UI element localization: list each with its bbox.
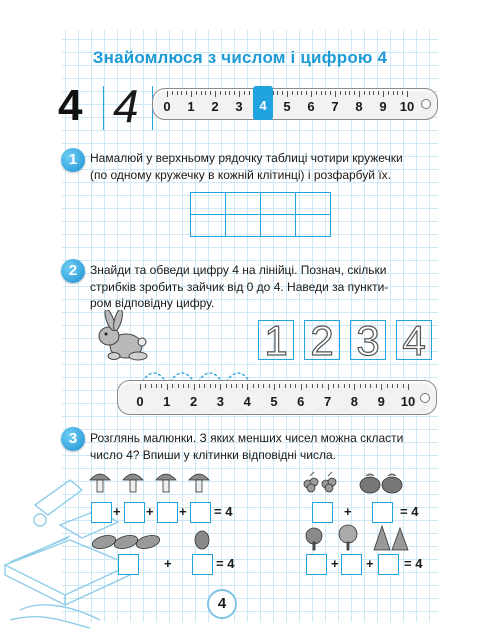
ruler-tick [340,91,341,95]
ruler-tick [378,91,379,95]
answer-box[interactable] [124,502,145,523]
task-1-line-2: (по одному кружечку в кожній клітинці) і розфарбуй їх. [90,167,391,182]
ruler-tick [277,91,278,95]
printed-digit: 4 [58,81,83,130]
ruler-tick [215,384,216,388]
cones-picture [92,528,222,552]
answer-box[interactable] [91,502,112,523]
ruler-tick [316,91,317,95]
table-cell[interactable] [261,215,296,237]
table-cell[interactable] [296,193,331,215]
ruler-tick [191,91,192,97]
ruler-tick [258,384,259,388]
ruler-tick [354,91,355,95]
ruler-tick [330,91,331,95]
ruler-tick [301,91,302,95]
ruler-number: 9 [379,99,387,114]
task-3-line-1: Розглянь малюнки. З яких менших чисел можна скласти [90,431,404,445]
ruler-tick [365,384,366,388]
answer-box[interactable] [306,554,327,575]
ruler-tick [344,384,345,388]
ruler-tick [349,384,350,388]
ruler-tick [282,91,283,95]
written-digit: 4 [113,80,139,132]
ruler-tick [151,384,152,388]
table-cell[interactable] [296,215,331,237]
ruler-tick [388,91,389,95]
task-1-text [90,150,440,183]
page-title: Знайомлюся з числом і цифрою 4 [92,48,388,67]
ruler-number: 0 [136,394,144,409]
ruler-tick [177,91,178,95]
ruler-hole-icon [420,393,430,403]
ruler-number: 4 [253,86,273,120]
answer-box[interactable] [190,502,211,523]
ruler-number: 0 [163,99,171,114]
bunny-illustration [92,310,154,368]
ruler-tick [297,91,298,95]
ruler-tick [335,91,336,97]
ruler-number: 9 [377,394,385,409]
berries-picture [300,468,410,496]
ruler-tick [247,384,248,390]
equals-result: = 4 [214,504,233,519]
ruler-tick [397,91,398,95]
trace-box-4[interactable] [396,317,432,364]
answer-box[interactable] [372,502,393,523]
ruler-tick [178,384,179,388]
ruler-number: 6 [307,99,315,114]
table-cell[interactable] [226,215,261,237]
ruler-tick [196,91,197,95]
ruler-tick [242,384,243,388]
ruler-tick [181,91,182,95]
ruler-tick [407,91,408,97]
page-number: 4 [207,589,237,619]
answer-box[interactable] [118,554,139,575]
task-1-line-1: Намалюй у верхньому рядочку таблиці чотири кружечки [90,151,403,165]
ruler-number: 8 [355,99,363,114]
task-2-line-2: стрибків зробить зайчик від 0 до 4. Наведи за пункти- [90,279,389,294]
ruler-tick [403,384,404,388]
page-margin-right [438,0,480,640]
ruler-tick [167,91,168,97]
ruler-number: 5 [270,394,278,409]
answer-box[interactable] [341,554,362,575]
ruler-tick [373,91,374,95]
ruler-tick [156,384,157,388]
task-3-text [90,430,440,463]
ruler-tick [140,384,141,390]
plus-sign: + [179,504,187,519]
table-cell[interactable] [226,193,261,215]
plus-sign: + [331,556,339,571]
task-2-line-3: ром відповідну цифру. [90,296,215,310]
ruler-tick [285,384,286,388]
ruler-number: 1 [163,394,171,409]
trace-box-1[interactable] [258,317,294,364]
ruler-tick [210,384,211,388]
ruler-tick [387,384,388,388]
ruler-tick [402,91,403,95]
ruler-tick [312,384,313,388]
trace-box-2[interactable] [304,317,340,364]
ruler-tick [364,91,365,95]
ruler-tick [325,91,326,95]
number-ruler-top [152,88,438,120]
ruler-tick [236,384,237,388]
ruler-tick [234,91,235,95]
mushrooms-picture [88,468,218,496]
ruler-tick [161,384,162,388]
ruler-tick [345,91,346,95]
ruler-tick [194,384,195,390]
ruler-number: 3 [216,394,225,409]
answer-box[interactable] [312,502,333,523]
ruler-tick [317,384,318,388]
table-cell[interactable] [261,193,296,215]
ruler-tick [322,384,323,388]
ruler-number: 10 [399,99,415,114]
ruler-tick [338,384,339,388]
ruler-tick [253,384,254,388]
ruler-tick [274,384,275,390]
plus-sign: + [164,556,172,571]
task-3-line-2: число 4? Впиши у клітинки відповідні числа. [90,447,336,462]
ruler-tick [220,384,221,390]
ruler-tick [239,91,240,97]
task-2-badge: 2 [61,259,85,283]
ruler-number: 4 [243,394,251,409]
ruler-tick [145,384,146,388]
ruler-tick [287,91,288,97]
answer-box[interactable] [192,554,213,575]
table-cell[interactable] [191,215,226,237]
ruler-tick [210,91,211,95]
answer-box[interactable] [157,502,178,523]
page-margin-top [0,0,480,30]
ruler-tick [220,91,221,95]
task-3-badge: 3 [61,427,85,451]
task-2-line-1: Знайди та обведи цифру 4 на лінійці. Познач, скільки [90,263,387,277]
ruler-tick [205,91,206,95]
ruler-number: 1 [187,99,195,114]
ruler-tick [376,384,377,388]
ruler-number: 2 [211,99,219,114]
ruler-tick [204,384,205,388]
trace-digit-1: 1 [264,317,288,364]
ruler-tick [383,91,384,97]
ruler-tick [199,384,200,388]
ruler-tick [249,91,250,95]
number-ruler-task-2 [117,380,437,415]
ruler-number: 3 [235,99,243,114]
ruler-tick [292,91,293,95]
ruler-number: 7 [323,394,332,409]
ruler-tick [263,384,264,388]
ruler-hole-icon [421,99,431,109]
ruler-tick [397,384,398,388]
trace-digit-3: 3 [356,317,380,364]
trace-box-3[interactable] [350,317,386,364]
ruler-tick [225,91,226,95]
ruler-tick [370,384,371,388]
trace-digit-2: 2 [310,317,334,364]
plus-sign: + [344,504,352,519]
ruler-tick [215,91,216,97]
ruler-number: 2 [189,394,198,409]
ruler-tick [360,384,361,388]
ruler-tick [349,91,350,95]
ruler-tick [333,384,334,388]
ruler-tick [172,91,173,95]
ruler-tick [172,384,173,388]
ruler-tick [321,91,322,95]
answer-box[interactable] [378,554,399,575]
ruler-tick [201,91,202,95]
ruler-tick [328,384,329,390]
ruler-tick [244,91,245,95]
equals-result: = 4 [400,504,419,519]
ruler-tick [381,384,382,390]
ruler-tick [188,384,189,388]
ruler-number: 6 [297,394,305,409]
equals-result: = 4 [404,556,423,571]
ruler-number: 7 [331,99,339,114]
ruler-tick [186,91,187,95]
ruler-tick [229,91,230,95]
ruler-tick [183,384,184,388]
ruler-tick [269,384,270,388]
ruler-number: 10 [400,394,416,409]
ruler-tick [279,384,280,388]
ruler-tick [290,384,291,388]
ruler-tick [392,384,393,388]
equals-result: = 4 [216,556,235,571]
trees-picture [302,522,412,552]
ruler-tick [311,91,312,97]
ruler-tick [167,384,168,390]
ruler-tick [306,384,307,388]
ruler-number: 8 [350,394,359,409]
ruler-tick [393,91,394,95]
ruler-tick [354,384,355,390]
trace-digit-4: 4 [402,317,426,364]
circles-table [190,192,331,237]
task-2-text [90,262,440,312]
ruler-tick [301,384,302,390]
plus-sign: + [366,556,374,571]
ruler-number: 5 [283,99,291,114]
ruler-tick [231,384,232,388]
ruler-tick [295,384,296,388]
ruler-tick [306,91,307,95]
ruler-tick [408,384,409,390]
plus-sign: + [146,504,154,519]
task-1-badge: 1 [61,148,85,172]
ruler-tick [359,91,360,97]
ruler-tick [369,91,370,95]
table-cell[interactable] [191,193,226,215]
plus-sign: + [113,504,121,519]
ruler-tick [226,384,227,388]
